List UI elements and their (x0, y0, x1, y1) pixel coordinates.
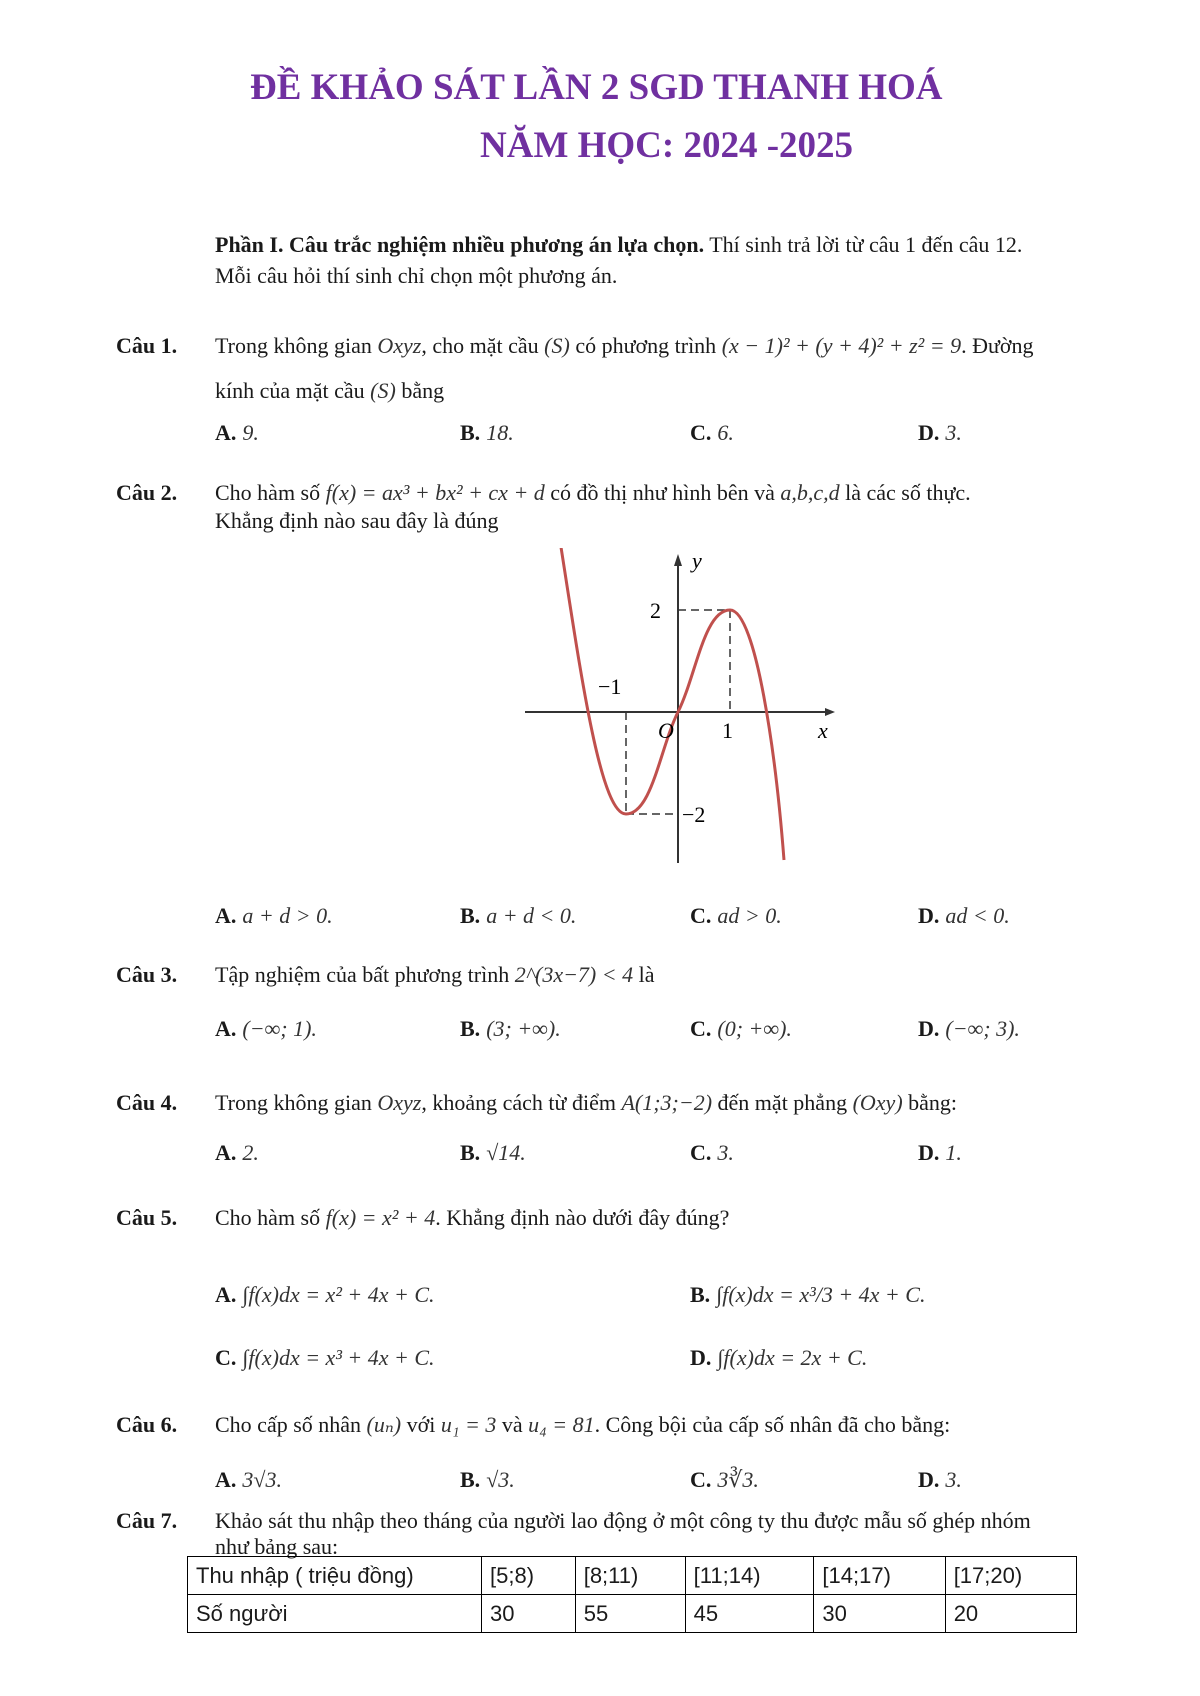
table-cell: 20 (945, 1595, 1076, 1633)
q2-t3: là các số thực. (845, 480, 971, 505)
q6-option-b[interactable]: B. √3. (460, 1467, 515, 1492)
q2-option-c[interactable]: C. ad > 0. (690, 903, 782, 928)
q4-label: Câu 4. (116, 1090, 178, 1115)
q2-option-d[interactable]: D. ad < 0. (918, 903, 1010, 928)
cubic-curve (560, 548, 784, 860)
tick-y-neg: −2 (682, 802, 706, 827)
part1-instructions (215, 232, 1022, 258)
q1-text-line2 (215, 378, 444, 404)
q3-t1: Tập nghiệm của bất phương trình (215, 962, 510, 987)
q1-m3: (x − 1)² + (y + 4)² + z² = 9 (721, 333, 962, 358)
q4-text (215, 1090, 957, 1116)
q5-m1: f(x) = x² + 4 (325, 1205, 436, 1230)
q1-text (215, 333, 1034, 359)
table-cell: 55 (575, 1595, 685, 1633)
q3-m1: 2^(3x−7) < 4 (514, 962, 634, 987)
cubic-function-graph (520, 548, 840, 868)
q1-option-b[interactable]: B. 18. (460, 420, 514, 445)
q5-text (215, 1205, 729, 1231)
q5-option-c[interactable]: C. ∫f(x)dx = x³ + 4x + C. (215, 1345, 435, 1370)
q1-option-a[interactable]: A. 9. (215, 420, 259, 445)
q4-t3: đến mặt phẳng (717, 1090, 848, 1115)
q6-option-c[interactable]: C. 3∛3. (690, 1467, 759, 1492)
q3-option-d[interactable]: D. (−∞; 3). (918, 1016, 1020, 1041)
q5-option-d[interactable]: D. ∫f(x)dx = 2x + C. (690, 1345, 868, 1370)
part1-line2: Mỗi câu hỏi thí sinh chỉ chọn một phương án. (215, 263, 618, 288)
table-cell: [8;11) (575, 1557, 685, 1595)
q2-m1: f(x) = ax³ + bx² + cx + d (325, 480, 545, 505)
q3-text (215, 962, 655, 988)
table-cell: Số người (188, 1595, 482, 1633)
tick-x-neg: −1 (598, 674, 622, 699)
table-cell: 30 (814, 1595, 945, 1633)
q2-label: Câu 2. (116, 480, 178, 505)
q1-option-d[interactable]: D. 3. (918, 420, 962, 445)
q4-option-a[interactable]: A. 2. (215, 1140, 259, 1165)
q5-label: Câu 5. (116, 1205, 178, 1230)
origin-label: O (658, 718, 674, 743)
q6-t2: với (406, 1412, 436, 1437)
q4-t1: Trong không gian (215, 1090, 372, 1115)
q5-t2: . Khẳng định nào dưới đây đúng? (435, 1205, 730, 1230)
part1-text: Thí sinh trả lời từ câu 1 đến câu 12. (704, 232, 1023, 257)
q4-option-c[interactable]: C. 3. (690, 1140, 734, 1165)
q4-t2: , khoảng cách từ điểm (421, 1090, 616, 1115)
table-cell: [5;8) (482, 1557, 576, 1595)
q1-t5: kính của mặt cầu (215, 378, 365, 403)
q1-m2: (S) (544, 333, 570, 358)
document-subtitle: NĂM HỌC: 2024 -2025 (480, 125, 854, 166)
q1-m1: Oxyz (377, 333, 422, 358)
q6-option-a[interactable]: A. 3√3. (215, 1467, 282, 1492)
q3-option-b[interactable]: B. (3; +∞). (460, 1016, 561, 1041)
table-row-income (188, 1557, 1077, 1595)
table-row-count (188, 1595, 1077, 1633)
q1-option-c[interactable]: C. 6. (690, 420, 734, 445)
q2-text (215, 480, 971, 506)
q2-m2: a,b,c,d (780, 480, 840, 505)
table-cell: 45 (685, 1595, 814, 1633)
x-axis-label: x (818, 718, 828, 743)
q6-m2: u₁ = 3 (440, 1412, 497, 1437)
q6-label: Câu 6. (116, 1412, 178, 1437)
q2-text-line2: Khẳng định nào sau đây là đúng (215, 508, 499, 533)
q4-option-b[interactable]: B. √14. (460, 1140, 526, 1165)
q2-t2: có đồ thị như hình bên và (550, 480, 775, 505)
q1-t1: Trong không gian (215, 333, 372, 358)
q6-m3: u₄ = 81 (528, 1412, 595, 1437)
table-cell: [11;14) (685, 1557, 814, 1595)
q3-option-c[interactable]: C. (0; +∞). (690, 1016, 792, 1041)
x-axis-arrow (825, 708, 835, 716)
q5-option-b[interactable]: B. ∫f(x)dx = x³/3 + 4x + C. (690, 1282, 926, 1307)
y-axis-label: y (692, 548, 702, 573)
q7-text: Khảo sát thu nhập theo tháng của người lao động ở một công ty thu được mẫu số ghép nhóm (215, 1508, 1031, 1533)
q2-t1: Cho hàm số (215, 480, 321, 505)
q3-t2: là (638, 962, 655, 987)
q5-option-a[interactable]: A. ∫f(x)dx = x² + 4x + C. (215, 1282, 435, 1307)
q2-option-b[interactable]: B. a + d < 0. (460, 903, 577, 928)
q6-t4: . Công bội của cấp số nhân đã cho bằng: (594, 1412, 951, 1437)
table-cell: [14;17) (814, 1557, 945, 1595)
q1-label: Câu 1. (116, 333, 178, 358)
q7-text-line2: như bảng sau: (215, 1534, 339, 1559)
q6-t3: và (501, 1412, 523, 1437)
q1-m4: (S) (370, 378, 396, 403)
q4-t4: bằng: (908, 1090, 958, 1115)
q2-option-a[interactable]: A. a + d > 0. (215, 903, 333, 928)
q1-t3: có phương trình (575, 333, 717, 358)
income-table (187, 1556, 1077, 1633)
q1-t4: . Đường (961, 333, 1034, 358)
q7-label: Câu 7. (116, 1508, 178, 1533)
q1-t2: , cho mặt cầu (421, 333, 539, 358)
document-title: ĐỀ KHẢO SÁT LẦN 2 SGD THANH HOÁ (250, 67, 943, 108)
table-cell: Thu nhập ( triệu đồng) (188, 1557, 482, 1595)
q5-t1: Cho hàm số (215, 1205, 321, 1230)
q4-m2: A(1;3;−2) (621, 1090, 713, 1115)
table-cell: 30 (482, 1595, 576, 1633)
q6-m1: (uₙ) (366, 1412, 402, 1437)
table-cell: [17;20) (945, 1557, 1076, 1595)
q6-option-d[interactable]: D. 3. (918, 1467, 962, 1492)
q4-option-d[interactable]: D. 1. (918, 1140, 962, 1165)
q6-text (215, 1412, 950, 1438)
q3-label: Câu 3. (116, 962, 178, 987)
q1-t6: bằng (401, 378, 445, 403)
q3-option-a[interactable]: A. (−∞; 1). (215, 1016, 317, 1041)
part1-heading: Phần I. Câu trắc nghiệm nhiều phương án lựa chọn. (215, 232, 705, 257)
q6-t1: Cho cấp số nhân (215, 1412, 362, 1437)
q4-m1: Oxyz (377, 1090, 422, 1115)
y-axis-arrow (674, 554, 682, 566)
tick-x-pos: 1 (722, 718, 733, 743)
q4-m3: (Oxy) (852, 1090, 903, 1115)
tick-y-pos: 2 (650, 598, 661, 623)
